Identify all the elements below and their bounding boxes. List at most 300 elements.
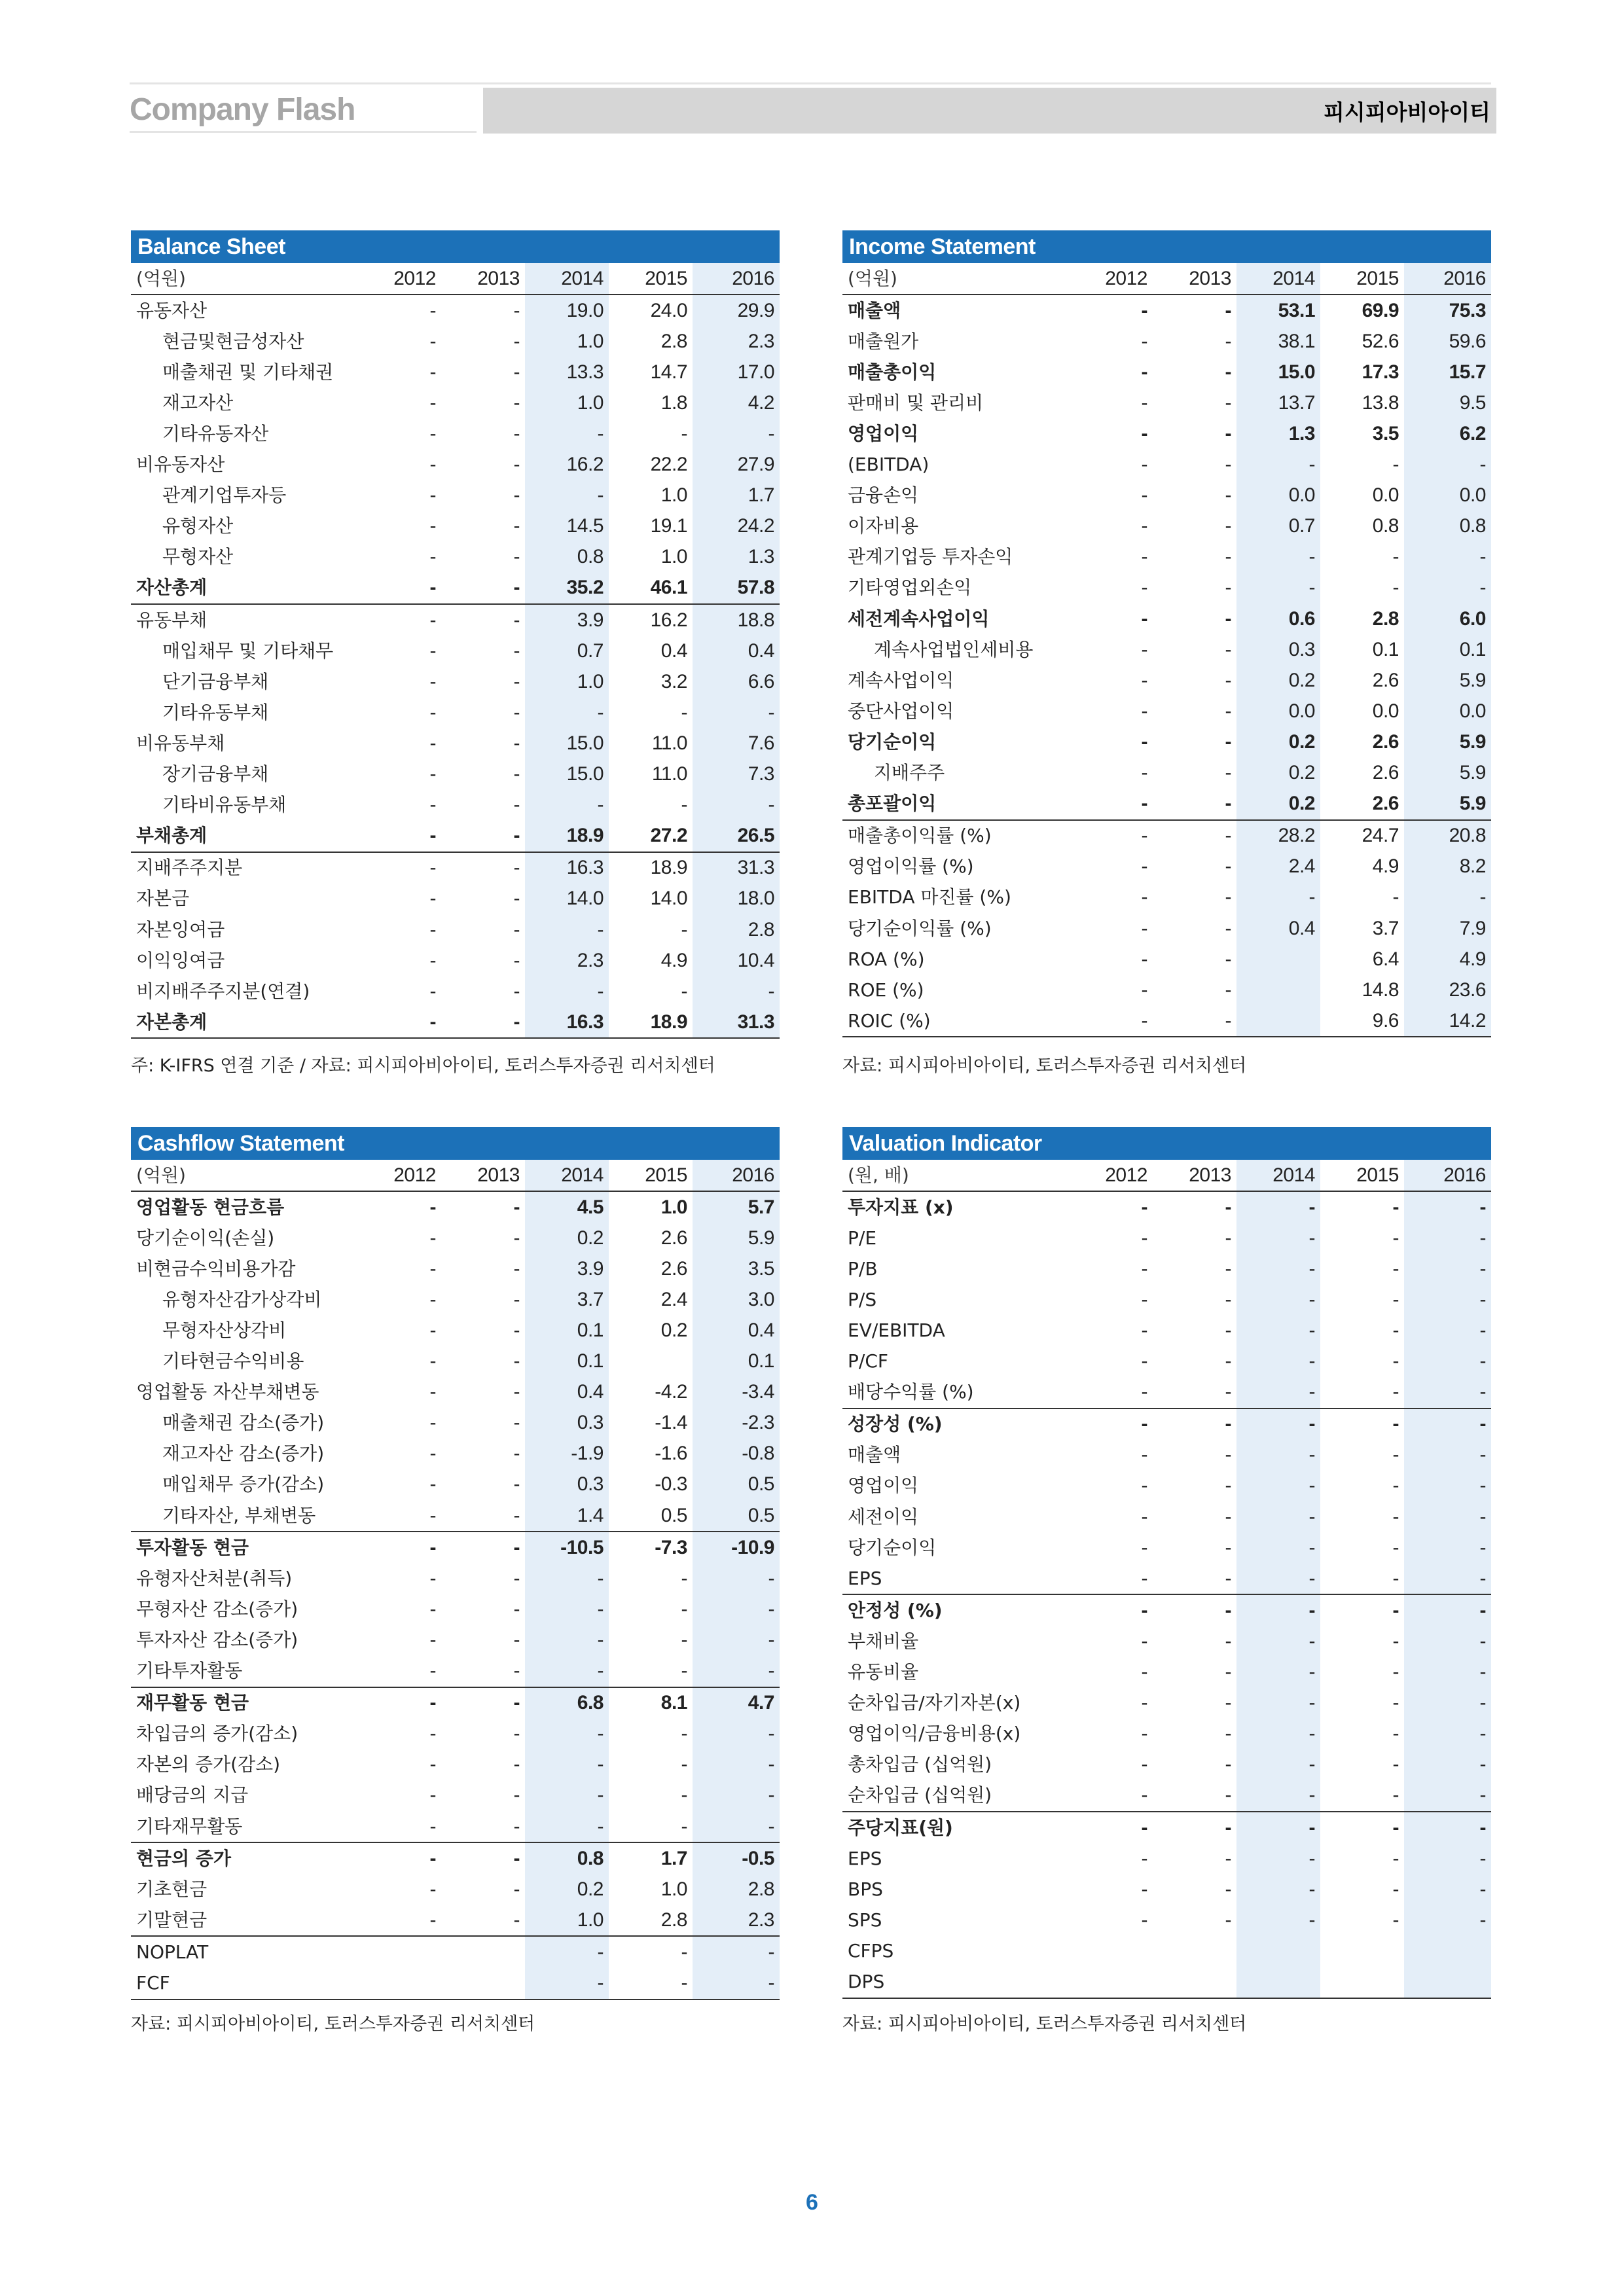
row-value: - bbox=[1236, 1626, 1320, 1657]
row-value: - bbox=[513, 857, 520, 879]
row-value: - bbox=[1225, 1475, 1231, 1497]
row-value: - bbox=[1404, 1749, 1491, 1780]
table-row bbox=[842, 603, 1491, 634]
row-value: - bbox=[1236, 1223, 1320, 1253]
row-value: - bbox=[1236, 450, 1320, 480]
table-row bbox=[842, 1346, 1491, 1377]
row-value: - bbox=[1141, 886, 1147, 908]
row-value: - bbox=[513, 980, 520, 1002]
row-value: - bbox=[357, 1905, 441, 1936]
row-value: - bbox=[1392, 1599, 1399, 1621]
table-row bbox=[842, 511, 1491, 542]
row-value: - bbox=[429, 1784, 436, 1806]
row-value: -0.5 bbox=[693, 1842, 780, 1874]
row-value: - bbox=[525, 1594, 609, 1624]
table-row bbox=[842, 634, 1491, 665]
row-value: - bbox=[429, 1350, 436, 1372]
row-value: 0.4 bbox=[660, 639, 687, 662]
row-value: 14.8 bbox=[1362, 978, 1399, 1001]
row-value: 3.9 bbox=[525, 1253, 609, 1284]
row-value: - bbox=[1225, 1753, 1231, 1776]
row-label: EPS bbox=[842, 1563, 1069, 1594]
row-value: - bbox=[681, 1567, 687, 1589]
row-value: - bbox=[1141, 669, 1147, 691]
table-row bbox=[131, 295, 780, 326]
row-value: 13.3 bbox=[525, 357, 609, 387]
year-header: 2014 bbox=[525, 1160, 609, 1191]
row-value: 17.0 bbox=[693, 357, 780, 387]
table-row bbox=[842, 944, 1491, 975]
row-value: - bbox=[513, 639, 520, 662]
row-value: - bbox=[1225, 1257, 1231, 1280]
row-value: - bbox=[513, 609, 520, 631]
table-row bbox=[131, 914, 780, 945]
year-header: 2015 bbox=[609, 263, 693, 295]
row-value bbox=[1404, 1966, 1491, 1998]
row-label: ROIC (%) bbox=[842, 1005, 1069, 1037]
row-value: 3.7 bbox=[525, 1284, 609, 1315]
row-value: 11.0 bbox=[651, 732, 687, 754]
row-label: 총포괄이익 bbox=[842, 789, 1069, 820]
row-value: - bbox=[1392, 1630, 1399, 1652]
table-header-row bbox=[131, 263, 780, 295]
row-value: - bbox=[513, 515, 520, 537]
table-row bbox=[842, 1626, 1491, 1657]
row-value: 0.1 bbox=[1372, 638, 1399, 660]
row-label: EPS bbox=[848, 1847, 882, 1869]
row-label: P/CF bbox=[848, 1350, 888, 1372]
table-row bbox=[131, 1191, 780, 1223]
row-value: - bbox=[525, 1780, 609, 1811]
table-row bbox=[842, 758, 1491, 789]
row-value: - bbox=[525, 1563, 609, 1594]
row-value: 1.0 bbox=[660, 1196, 687, 1218]
row-value: - bbox=[513, 1381, 520, 1403]
row-label: 관계기업등 투자손익 bbox=[848, 546, 1013, 568]
table-row bbox=[842, 1843, 1491, 1874]
row-value: 16.3 bbox=[525, 1007, 609, 1038]
row-value: - bbox=[1141, 1630, 1147, 1652]
row-label: 당기순이익 bbox=[848, 1536, 937, 1558]
row-value: - bbox=[1141, 855, 1147, 878]
row-value: 3.7 bbox=[1372, 917, 1399, 939]
row-label: 기타현금수익비용 bbox=[162, 1350, 304, 1372]
row-value: 0.7 bbox=[525, 636, 609, 666]
row-value: - bbox=[1404, 573, 1491, 603]
row-value: - bbox=[429, 1196, 436, 1218]
row-value: -3.4 bbox=[693, 1377, 780, 1408]
table-row bbox=[842, 1780, 1491, 1812]
row-value: - bbox=[1404, 1284, 1491, 1315]
row-label: 유동부채 bbox=[136, 609, 208, 631]
row-value: 0.2 bbox=[1236, 726, 1320, 757]
row-value: -1.9 bbox=[525, 1439, 609, 1469]
row-value: - bbox=[1141, 1909, 1147, 1931]
row-value: - bbox=[1236, 1749, 1320, 1780]
row-label: 영업이익 bbox=[848, 1475, 919, 1497]
row-value bbox=[1320, 1966, 1404, 1998]
row-value: - bbox=[513, 1628, 520, 1651]
row-value: 26.5 bbox=[693, 821, 780, 852]
row-value: - bbox=[357, 573, 441, 604]
row-value: - bbox=[1404, 1440, 1491, 1471]
row-value: - bbox=[1404, 1719, 1491, 1749]
row-value: 17.3 bbox=[1362, 361, 1399, 383]
table-row bbox=[131, 1253, 780, 1284]
row-label: 재무활동 현금 bbox=[136, 1692, 249, 1714]
row-value: -10.9 bbox=[693, 1532, 780, 1563]
row-label: EBITDA 마진률 (%) bbox=[848, 886, 1011, 908]
row-value: - bbox=[1141, 1599, 1147, 1621]
row-value: - bbox=[681, 794, 687, 816]
table-row bbox=[131, 945, 780, 976]
row-label: 매출채권 및 기타채권 bbox=[162, 361, 334, 383]
row-value: - bbox=[513, 670, 520, 692]
row-value: 0.7 bbox=[1236, 511, 1320, 542]
row-value: - bbox=[513, 361, 520, 383]
year-header: 2016 bbox=[1404, 1160, 1491, 1191]
row-value: - bbox=[429, 1723, 436, 1745]
row-value: - bbox=[1225, 1319, 1231, 1342]
row-value: - bbox=[1153, 1005, 1236, 1037]
row-value: 5.9 bbox=[1404, 758, 1491, 789]
table-row bbox=[131, 357, 780, 387]
year-header: 2012 bbox=[1069, 1160, 1153, 1191]
row-value bbox=[1069, 1935, 1153, 1966]
row-label: 세전이익 bbox=[848, 1505, 919, 1528]
year-header: 2016 bbox=[693, 1160, 780, 1191]
table-row bbox=[842, 1812, 1491, 1843]
row-value: 4.9 bbox=[660, 949, 687, 971]
row-value: - bbox=[1225, 948, 1231, 970]
row-value: - bbox=[693, 1656, 780, 1687]
row-value: - bbox=[429, 1288, 436, 1310]
table-row bbox=[842, 450, 1491, 480]
row-value: - bbox=[1069, 1005, 1153, 1037]
row-label: 현금및현금성자산 bbox=[162, 330, 304, 352]
table-row bbox=[131, 1687, 780, 1719]
row-label: 세전계속사업이익 bbox=[848, 607, 990, 630]
row-label: EV/EBITDA bbox=[848, 1319, 945, 1342]
row-value: 6.0 bbox=[1404, 603, 1491, 634]
row-value: - bbox=[513, 391, 520, 414]
report-type-label: Company Flash bbox=[130, 92, 355, 127]
row-label: P/E bbox=[848, 1227, 877, 1249]
row-value: - bbox=[429, 1473, 436, 1496]
income-statement-table bbox=[842, 263, 1491, 1037]
table-row bbox=[842, 1719, 1491, 1749]
row-label: 기타유동부채 bbox=[162, 701, 269, 723]
row-value: - bbox=[1404, 1315, 1491, 1346]
row-value: 2.6 bbox=[1372, 762, 1399, 784]
row-label: 기타영업외손익 bbox=[848, 577, 972, 599]
row-value: - bbox=[429, 857, 436, 879]
table-row bbox=[842, 1408, 1491, 1440]
row-value: - bbox=[1141, 730, 1147, 753]
year-header: 2015 bbox=[1320, 1160, 1404, 1191]
table-row bbox=[131, 418, 780, 449]
row-value: 10.4 bbox=[693, 945, 780, 976]
row-value: 14.5 bbox=[525, 511, 609, 542]
row-label: 유형자산 bbox=[162, 515, 234, 537]
row-value: 9.6 bbox=[1320, 1005, 1404, 1037]
row-value: 1.0 bbox=[525, 1905, 609, 1936]
row-value: - bbox=[1392, 546, 1399, 568]
row-value: - bbox=[441, 1007, 525, 1038]
row-value: 2.3 bbox=[693, 1905, 780, 1936]
year-header: 2015 bbox=[609, 1160, 693, 1191]
row-value: - bbox=[1141, 638, 1147, 660]
row-value: - bbox=[1392, 1847, 1399, 1869]
row-value: 1.7 bbox=[693, 480, 780, 511]
row-label: 매출액 bbox=[848, 1444, 901, 1466]
row-label: 비유동자산 bbox=[136, 454, 225, 476]
row-value bbox=[1236, 944, 1320, 975]
row-value: - bbox=[1141, 330, 1147, 352]
table-row bbox=[131, 1377, 780, 1408]
row-value: - bbox=[1225, 1505, 1231, 1528]
table-row bbox=[842, 1749, 1491, 1780]
table-row bbox=[131, 1563, 780, 1594]
row-value: - bbox=[513, 1847, 520, 1869]
row-value: - bbox=[429, 484, 436, 507]
row-value: 4.9 bbox=[1372, 855, 1399, 878]
row-value: - bbox=[357, 821, 441, 852]
row-value: 5.9 bbox=[1404, 665, 1491, 696]
row-value: 18.0 bbox=[693, 884, 780, 914]
row-value: - bbox=[1141, 577, 1147, 599]
row-value: - bbox=[1236, 1780, 1320, 1812]
row-value: - bbox=[1236, 1346, 1320, 1377]
row-value: 0.4 bbox=[693, 636, 780, 666]
row-value: - bbox=[1404, 1688, 1491, 1719]
row-value: 14.0 bbox=[525, 884, 609, 914]
row-value: - bbox=[1392, 577, 1399, 599]
row-label: 부채총계 bbox=[131, 821, 357, 852]
row-value: - bbox=[525, 790, 609, 821]
row-value: - bbox=[429, 1567, 436, 1589]
row-value: - bbox=[681, 1628, 687, 1651]
row-value: - bbox=[429, 1257, 436, 1280]
row-value: - bbox=[429, 1692, 436, 1714]
row-value: - bbox=[1141, 1350, 1147, 1372]
valuation-indicator-title: Valuation Indicator bbox=[842, 1127, 1491, 1160]
row-value: 8.1 bbox=[660, 1692, 687, 1714]
row-value: - bbox=[1236, 1315, 1320, 1346]
year-header: 2014 bbox=[525, 263, 609, 295]
table-row bbox=[131, 604, 780, 636]
row-value: - bbox=[1141, 978, 1147, 1001]
row-value: - bbox=[357, 1811, 441, 1842]
row-value: - bbox=[429, 299, 436, 321]
row-value: 2.8 bbox=[1372, 607, 1399, 630]
row-value: 20.8 bbox=[1404, 820, 1491, 852]
cashflow-statement-title: Cashflow Statement bbox=[131, 1127, 780, 1160]
row-label: 매출총이익 bbox=[848, 361, 937, 383]
row-value: - bbox=[681, 423, 687, 445]
row-value: 6.4 bbox=[1372, 948, 1399, 970]
row-value: 0.5 bbox=[609, 1500, 693, 1532]
row-label: 기타비유동부채 bbox=[162, 794, 287, 816]
row-value: - bbox=[1225, 1661, 1231, 1683]
row-label: 영업이익률 (%) bbox=[848, 855, 974, 878]
row-value: - bbox=[1141, 762, 1147, 784]
row-value: 4.2 bbox=[693, 387, 780, 418]
row-value: - bbox=[1141, 1319, 1147, 1342]
row-value: - bbox=[1225, 515, 1231, 537]
table-row bbox=[842, 1657, 1491, 1688]
row-value: 5.7 bbox=[693, 1191, 780, 1223]
row-value: - bbox=[1141, 1475, 1147, 1497]
table-row bbox=[842, 1532, 1491, 1563]
row-value: - bbox=[1141, 1288, 1147, 1310]
row-value: - bbox=[1225, 1909, 1231, 1931]
row-value: - bbox=[1320, 1780, 1404, 1812]
row-value: 2.8 bbox=[693, 1874, 780, 1905]
row-label: DPS bbox=[842, 1966, 1069, 1998]
row-label: 판매비 및 관리비 bbox=[848, 391, 984, 414]
row-label: (EBITDA) bbox=[848, 454, 929, 476]
table-row bbox=[842, 1563, 1491, 1594]
year-header: 2012 bbox=[357, 1160, 441, 1191]
row-value: 2.3 bbox=[693, 326, 780, 357]
row-value: - bbox=[513, 1473, 520, 1496]
row-value: - bbox=[1225, 1816, 1231, 1839]
table-row bbox=[842, 326, 1491, 357]
row-label: 매입채무 증가(감소) bbox=[162, 1473, 325, 1496]
row-value: - bbox=[1392, 1536, 1399, 1558]
row-value: - bbox=[1225, 1413, 1231, 1435]
company-name: 피시피아비아이티 bbox=[1323, 99, 1490, 125]
table-row bbox=[131, 1346, 780, 1377]
row-value: - bbox=[1404, 1501, 1491, 1532]
row-value: - bbox=[1141, 299, 1147, 321]
row-value: 2.6 bbox=[660, 1257, 687, 1280]
row-label: 재고자산 감소(증가) bbox=[162, 1443, 325, 1465]
row-label: 기타재무활동 bbox=[131, 1811, 357, 1842]
header-bottom-rule bbox=[130, 131, 477, 133]
table-row bbox=[131, 1500, 780, 1532]
row-value: - bbox=[1404, 1408, 1491, 1440]
year-header: 2016 bbox=[1404, 263, 1491, 295]
row-label: 자본의 증가(감소) bbox=[136, 1753, 281, 1776]
row-value: - bbox=[681, 1598, 687, 1620]
table-row bbox=[842, 573, 1491, 603]
row-value: - bbox=[513, 1196, 520, 1218]
table-row bbox=[131, 1656, 780, 1687]
row-value: - bbox=[1153, 789, 1236, 820]
row-label: 자본잉여금 bbox=[136, 918, 225, 941]
row-value: - bbox=[1141, 917, 1147, 939]
row-value: 0.0 bbox=[1236, 480, 1320, 511]
row-value: 3.5 bbox=[1372, 423, 1399, 445]
row-value: - bbox=[513, 888, 520, 910]
row-value: - bbox=[429, 1536, 436, 1558]
row-value bbox=[441, 1967, 525, 1999]
row-label: 배당수익률 (%) bbox=[842, 1377, 1069, 1408]
row-value: 1.8 bbox=[660, 391, 687, 414]
row-value: 15.0 bbox=[525, 759, 609, 790]
row-value: - bbox=[1225, 577, 1231, 599]
table-row bbox=[131, 1811, 780, 1842]
row-value: - bbox=[429, 1598, 436, 1620]
row-value: - bbox=[1404, 1253, 1491, 1284]
table-row bbox=[131, 1624, 780, 1655]
row-value: - bbox=[525, 1624, 609, 1655]
row-label: 총차입금 (십억원) bbox=[848, 1753, 992, 1776]
row-value: - bbox=[429, 763, 436, 785]
row-value: 0.0 bbox=[1372, 700, 1399, 722]
row-value: 29.9 bbox=[693, 295, 780, 326]
row-value: 5.9 bbox=[1404, 789, 1491, 820]
row-value: - bbox=[1392, 1816, 1399, 1839]
row-value: - bbox=[513, 732, 520, 754]
row-value: 0.3 bbox=[525, 1408, 609, 1439]
row-value: 5.9 bbox=[693, 1223, 780, 1253]
row-value: 1.3 bbox=[1236, 418, 1320, 449]
row-label: 유형자산감가상각비 bbox=[162, 1288, 322, 1310]
row-value: - bbox=[525, 1719, 609, 1749]
table-row bbox=[131, 636, 780, 666]
row-label: 계속사업이익 bbox=[848, 669, 954, 691]
row-value: - bbox=[1225, 638, 1231, 660]
year-header: 2014 bbox=[1236, 1160, 1320, 1191]
row-value: - bbox=[525, 697, 609, 728]
row-value: -7.3 bbox=[655, 1536, 687, 1558]
row-value: - bbox=[1141, 1227, 1147, 1249]
table-row bbox=[842, 418, 1491, 449]
unit-label: (억원) bbox=[131, 263, 357, 295]
row-value: 3.0 bbox=[693, 1284, 780, 1315]
row-value: - bbox=[1404, 1223, 1491, 1253]
row-value: - bbox=[1236, 1408, 1320, 1440]
row-value: - bbox=[525, 1749, 609, 1780]
row-value: - bbox=[513, 484, 520, 507]
row-value: - bbox=[525, 1811, 609, 1842]
row-value: - bbox=[1225, 423, 1231, 445]
row-value: - bbox=[1236, 1377, 1320, 1408]
row-value: - bbox=[1404, 1191, 1491, 1223]
row-value: - bbox=[525, 976, 609, 1007]
row-label: 기타자산, 부채변동 bbox=[131, 1500, 357, 1532]
row-value: - bbox=[1236, 1719, 1320, 1749]
row-value: 2.8 bbox=[693, 914, 780, 945]
table-row bbox=[131, 1780, 780, 1811]
row-value: 0.6 bbox=[1236, 603, 1320, 634]
row-value: - bbox=[681, 1753, 687, 1776]
row-value: 22.2 bbox=[650, 454, 687, 476]
table-row bbox=[131, 1594, 780, 1624]
balance-sheet-table bbox=[131, 263, 780, 1039]
row-value: - bbox=[513, 1878, 520, 1900]
row-label: 매출액 bbox=[848, 299, 901, 321]
row-value: -4.2 bbox=[655, 1381, 687, 1403]
row-value: - bbox=[429, 1227, 436, 1249]
row-label: 기타유동자산 bbox=[162, 423, 269, 445]
row-value: - bbox=[513, 1723, 520, 1745]
row-value: 1.0 bbox=[660, 1878, 687, 1900]
row-value: - bbox=[1141, 1536, 1147, 1558]
row-value: - bbox=[513, 454, 520, 476]
row-value: - bbox=[1392, 1753, 1399, 1776]
row-value: 0.4 bbox=[693, 1315, 780, 1346]
row-value: - bbox=[429, 609, 436, 631]
row-label: 순차입금 (십억원) bbox=[842, 1780, 1069, 1812]
row-value: 57.8 bbox=[693, 573, 780, 604]
row-value: - bbox=[1141, 515, 1147, 537]
row-value: - bbox=[1069, 1780, 1153, 1812]
row-value: 7.3 bbox=[693, 759, 780, 790]
